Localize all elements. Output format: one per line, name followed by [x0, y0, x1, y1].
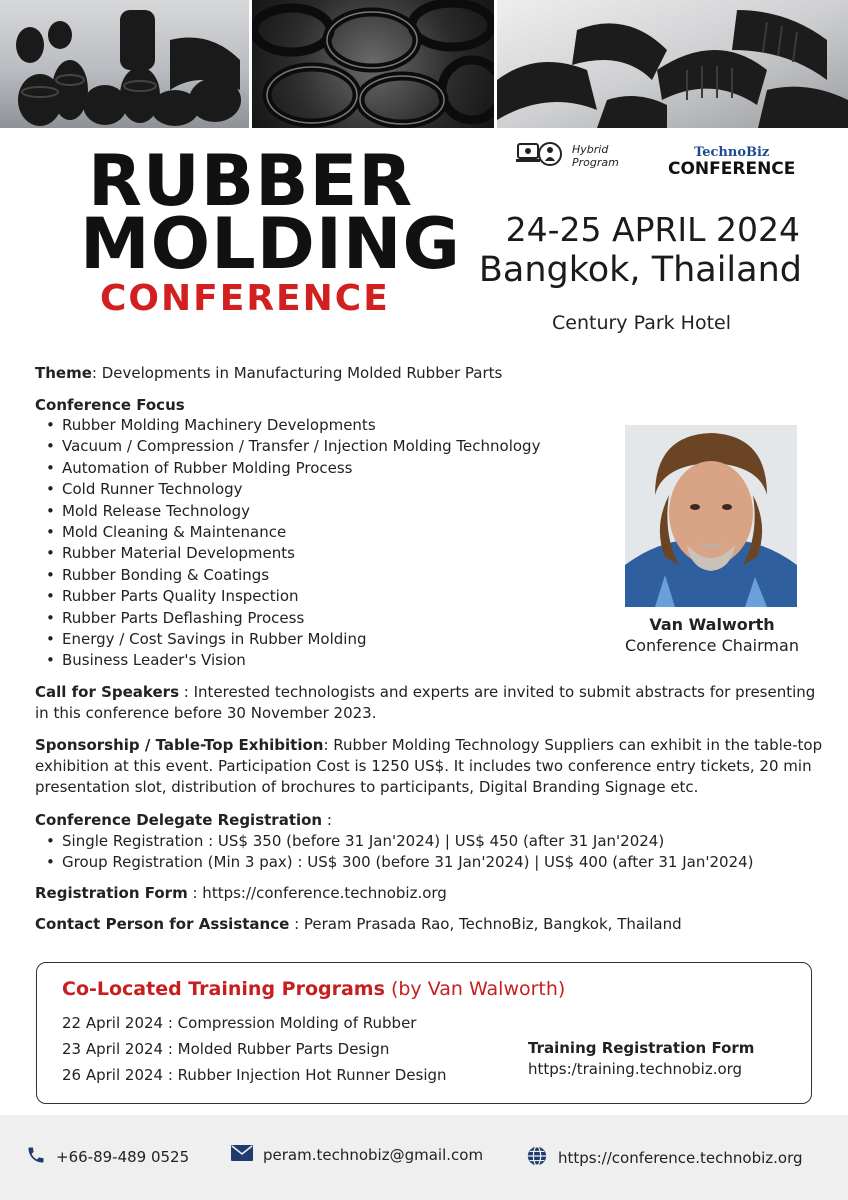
theme-line: [35, 363, 502, 384]
contact-line: [35, 914, 682, 935]
program-label: Program: [572, 156, 619, 169]
hybrid-program-badge: [516, 140, 619, 172]
theme-label: Theme: [35, 364, 92, 382]
theme-text: : Developments in Manufacturing Molded Rubber Parts: [91, 364, 503, 382]
training-title-text: Co-Located Training Programs: [62, 978, 385, 1000]
event-dates: 24-25 APRIL 2024: [505, 210, 800, 249]
chairman-name: Van Walworth: [649, 615, 775, 634]
globe-icon: [526, 1145, 548, 1171]
event-venue: Century Park Hotel: [552, 312, 732, 334]
phone-icon: [26, 1145, 46, 1169]
call-for-speakers: [35, 682, 825, 724]
list-item: 23 April 2024 : Molded Rubber Parts Design: [62, 1040, 390, 1058]
list-item: • Energy / Cost Savings in Rubber Molding: [46, 629, 540, 650]
list-item: • Vacuum / Compression / Transfer / Injection Molding Technology: [46, 436, 540, 457]
training-form-label: Training Registration Form: [528, 1039, 755, 1057]
laptop-person-icon: [516, 140, 564, 172]
focus-label: Conference Focus: [35, 396, 185, 414]
list-item: • Rubber Material Developments: [46, 543, 540, 564]
speakers-text: : Interested technologists and experts are invited to submit abstracts for presenting in this conference before 30 November 2023.: [35, 683, 816, 722]
training-title: [62, 978, 565, 1000]
form-url[interactable]: : https://conference.technobiz.org: [187, 884, 447, 902]
training-form-link[interactable]: https:/training.technobiz.org: [528, 1060, 743, 1078]
list-item: 26 April 2024 : Rubber Injection Hot Runner Design: [62, 1066, 447, 1084]
event-city: Bangkok, Thailand: [478, 250, 802, 290]
chairman-role: Conference Chairman: [625, 636, 799, 655]
chairman-photo: [625, 425, 797, 607]
list-item: • Business Leader's Vision: [46, 650, 540, 671]
email-address: peram.technobiz@gmail.com: [263, 1146, 484, 1164]
header-photo-strip: [0, 0, 848, 128]
phone-number: +66-89-489 0525: [56, 1148, 190, 1166]
registration-list: [46, 831, 754, 873]
registration-suffix: :: [322, 811, 332, 829]
list-item: • Mold Cleaning & Maintenance: [46, 522, 540, 543]
technobiz-logo: [668, 146, 795, 178]
rubber-bellows-photo: [0, 0, 249, 128]
sponsorship-section: [35, 735, 825, 798]
registration-label: Conference Delegate Registration: [35, 811, 323, 829]
list-item: 22 April 2024 : Compression Molding of Rubber: [62, 1014, 417, 1032]
form-label: Registration Form: [35, 884, 188, 902]
list-item: • Single Registration : US$ 350 (before 31 Jan'2024) | US$ 450 (after 31 Jan'2024): [46, 831, 754, 852]
footer-email[interactable]: [231, 1145, 483, 1165]
registration-heading: [35, 810, 332, 831]
sponsorship-label: Sponsorship / Table-Top Exhibition: [35, 736, 324, 754]
sponsorship-text: : Rubber Molding Technology Suppliers can exhibit in the table-top exhibition at this event. Participation Cost is 1250 US$. It includes two conference entry tickets, 20 min presentation slot, distribution of brochures to participants, Digital Branding Signage etc.: [35, 736, 823, 796]
list-item: • Cold Runner Technology: [46, 479, 540, 500]
registration-form-line: [35, 883, 447, 904]
website-url: https://conference.technobiz.org: [558, 1149, 803, 1167]
list-item: • Mold Release Technology: [46, 501, 540, 522]
list-item: • Rubber Molding Machinery Developments: [46, 415, 540, 436]
title-conference: CONFERENCE: [100, 278, 390, 319]
list-item: • Rubber Parts Deflashing Process: [46, 608, 540, 629]
o-rings-photo: [252, 0, 494, 128]
title-molding: MOLDING: [80, 203, 461, 285]
footer-website[interactable]: [526, 1145, 803, 1171]
title-rubber: RUBBER: [88, 140, 414, 222]
list-item: • Rubber Bonding & Coatings: [46, 565, 540, 586]
footer-phone[interactable]: [26, 1145, 189, 1169]
list-item: • Rubber Parts Quality Inspection: [46, 586, 540, 607]
contact-label: Contact Person for Assistance: [35, 915, 290, 933]
mail-icon: [231, 1145, 253, 1165]
focus-heading: [35, 395, 185, 416]
brand-name: TechnoBiz: [694, 145, 770, 160]
contact-text: : Peram Prasada Rao, TechnoBiz, Bangkok, Thailand: [289, 915, 682, 933]
list-item: • Automation of Rubber Molding Process: [46, 458, 540, 479]
speakers-label: Call for Speakers: [35, 683, 179, 701]
hybrid-label: Hybrid: [572, 143, 609, 156]
list-item: • Group Registration (Min 3 pax) : US$ 300 (before 31 Jan'2024) | US$ 400 (after 31 Jan'2024): [46, 852, 754, 873]
rubber-hoses-photo: [497, 0, 848, 128]
focus-list: [46, 415, 540, 672]
training-by: (by Van Walworth): [384, 978, 566, 1000]
brand-subtitle: CONFERENCE: [668, 159, 796, 179]
